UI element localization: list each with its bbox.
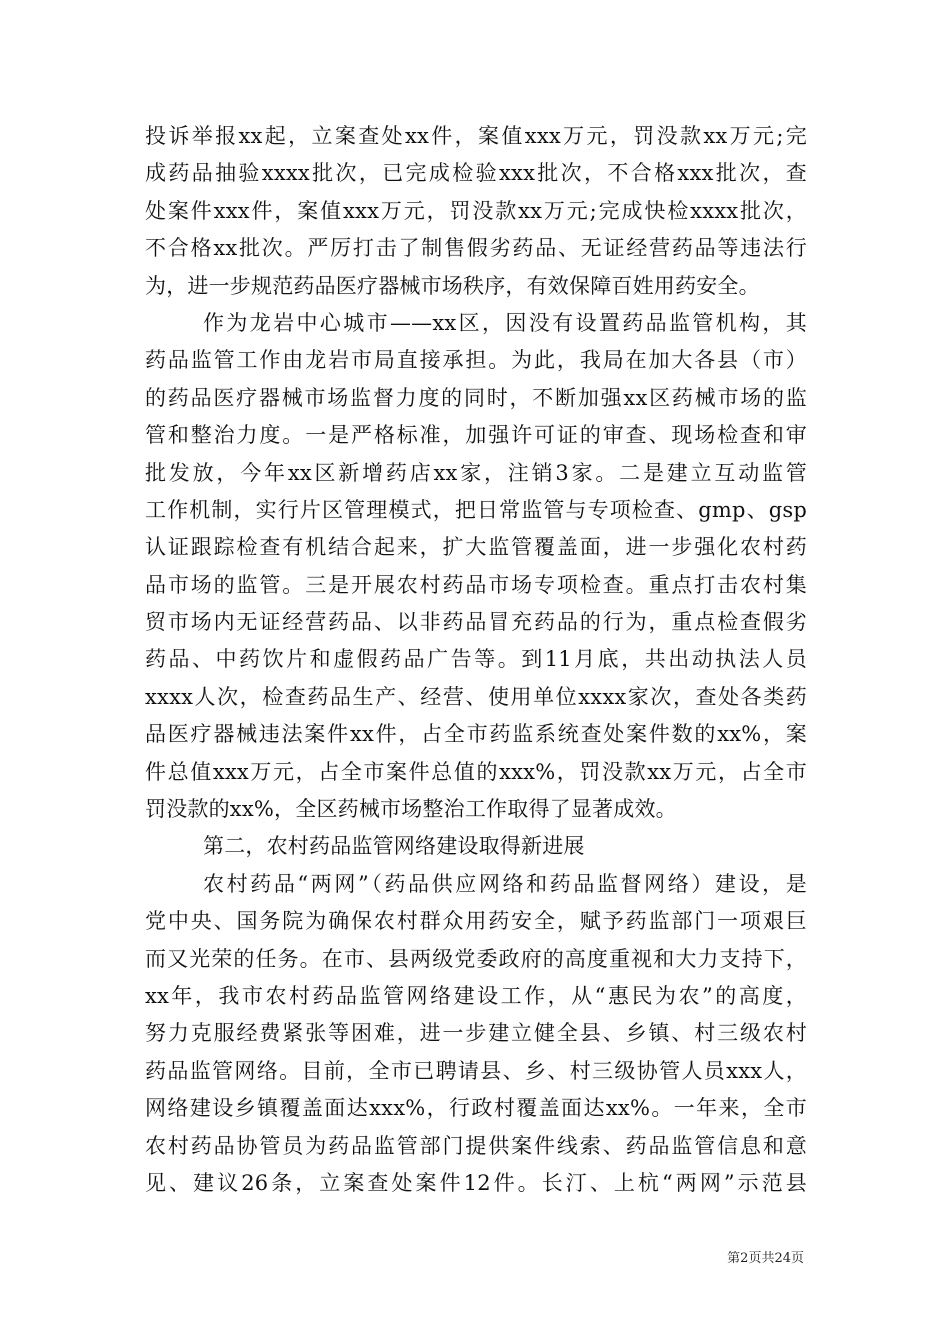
page-number: 第2页共24页 (727, 1251, 804, 1266)
text-line: 努力克服经费紧张等困难，进一步建立健全县、乡镇、村三级农村 (145, 1021, 807, 1046)
text-line: 成药品抽验xxxx批次，已完成检验xxx批次，不合格xxx批次，查 (145, 161, 807, 186)
text-line: 工作机制，实行片区管理模式，把日常监管与专项检查、gmp、gsp (145, 497, 807, 522)
text-line: 不合格xx批次。严厉打击了制售假劣药品、无证经营药品等违法行 (145, 236, 807, 261)
text-line: 处案件xxx件，案值xxx万元，罚没款xx万元;完成快检xxxx批次， (145, 198, 807, 223)
text-line: 件总值xxx万元，占全市案件总值的xxx%，罚没款xx万元，占全市 (145, 759, 807, 784)
text-line: 为，进一步规范药品医疗器械市场秩序，有效保障百姓用药安全。 (145, 273, 760, 298)
text-line: 药品监管工作由龙岩市局直接承担。为此，我局在加大各县（市） (145, 348, 807, 373)
text-line: 第二，农村药品监管网络建设取得新进展 (203, 834, 585, 859)
text-line: 的药品医疗器械市场监督力度的同时，不断加强xx区药械市场的监 (145, 385, 807, 410)
text-line: 农村药品“两网”（药品供应网络和药品监督网络）建设，是 (203, 871, 807, 896)
body-text (145, 118, 807, 1202)
text-line: 投诉举报xx起，立案查处xx件，案值xxx万元，罚没款xx万元;完 (145, 124, 807, 148)
text-line: 网络建设乡镇覆盖面达xxx%，行政村覆盖面达xx%。一年来，全市 (145, 1096, 807, 1121)
text-line: 作为龙岩中心城市——xx区，因没有设置药品监管机构，其 (203, 310, 807, 335)
text-line: xx年，我市农村药品监管网络建设工作，从“惠民为农”的高度， (145, 983, 807, 1008)
text-line: 而又光荣的任务。在市、县两级党委政府的高度重视和大力支持下， (145, 946, 807, 971)
text-line: 品市场的监管。三是开展农村药品市场专项检查。重点打击农村集 (145, 572, 807, 597)
text-line: 药品监管网络。目前，全市已聘请县、乡、村三级协管人员xxx人， (145, 1058, 807, 1083)
text-line: 贸市场内无证经营药品、以非药品冒充药品的行为，重点检查假劣 (145, 610, 807, 635)
text-line: 罚没款的xx%，全区药械市场整治工作取得了显著成效。 (145, 797, 677, 822)
text-line: 批发放，今年xx区新增药店xx家，注销3家。二是建立互动监管 (145, 460, 807, 485)
text-line: 农村药品协管员为药品监管部门提供案件线索、药品监管信息和意 (145, 1133, 807, 1158)
text-line: 药品、中药饮片和虚假药品广告等。到11月底，共出动执法人员 (145, 647, 807, 672)
text-line: xxxx人次，检查药品生产、经营、使用单位xxxx家次，查处各类药 (145, 684, 807, 709)
text-line: 认证跟踪检查有机结合起来，扩大监管覆盖面，进一步强化农村药 (145, 535, 807, 560)
text-line: 见、建议26条，立案查处案件12件。长汀、上杭“两网”示范县 (145, 1170, 807, 1195)
text-line: 管和整治力度。一是严格标准，加强许可证的审查、现场检查和审 (145, 423, 807, 448)
text-line: 党中央、国务院为确保农村群众用药安全，赋予药监部门一项艰巨 (145, 909, 807, 934)
text-line: 品医疗器械违法案件xx件，占全市药监系统查处案件数的xx%，案 (145, 722, 807, 747)
